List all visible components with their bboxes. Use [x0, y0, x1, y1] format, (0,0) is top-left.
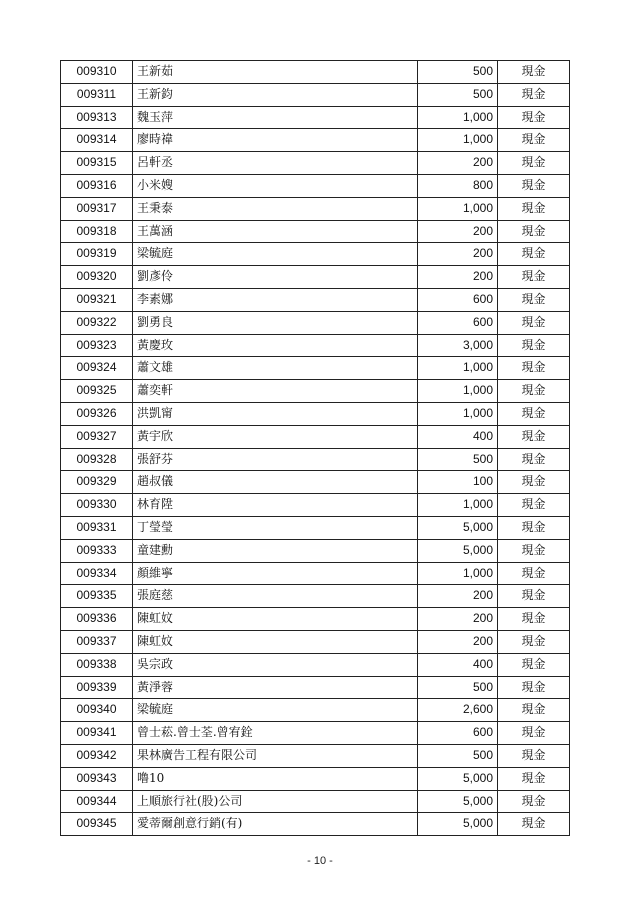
receipt-number-cell: 009325: [61, 380, 133, 403]
amount-cell: 1,000: [418, 197, 498, 220]
table-row: [61, 539, 570, 562]
payment-type-cell: 現金: [498, 767, 570, 790]
receipt-number-cell: 009313: [61, 106, 133, 129]
amount-cell: 500: [418, 744, 498, 767]
payment-type-cell: 現金: [498, 676, 570, 699]
donor-name-cell: 劉勇良: [133, 311, 418, 334]
receipt-number-cell: 009338: [61, 653, 133, 676]
donor-name-cell: 上順旅行社(股)公司: [133, 790, 418, 813]
payment-type-cell: 現金: [498, 790, 570, 813]
table-row: [61, 106, 570, 129]
payment-type-cell: 現金: [498, 539, 570, 562]
donor-name-cell: 林育陞: [133, 494, 418, 517]
donor-name-cell: 廖時禕: [133, 129, 418, 152]
donor-name-cell: 丁瑩瑩: [133, 516, 418, 539]
payment-type-cell: 現金: [498, 516, 570, 539]
payment-type-cell: 現金: [498, 288, 570, 311]
receipt-number-cell: 009345: [61, 813, 133, 836]
table-row: [61, 608, 570, 631]
donor-name-cell: 呂軒丞: [133, 152, 418, 175]
table-row: [61, 767, 570, 790]
table-row: [61, 653, 570, 676]
amount-cell: 1,000: [418, 357, 498, 380]
receipt-number-cell: 009320: [61, 266, 133, 289]
payment-type-cell: 現金: [498, 61, 570, 84]
payment-type-cell: 現金: [498, 220, 570, 243]
receipt-number-cell: 009324: [61, 357, 133, 380]
table-row: [61, 585, 570, 608]
table-row: [61, 699, 570, 722]
payment-type-cell: 現金: [498, 722, 570, 745]
table-row: [61, 630, 570, 653]
table-row: [61, 197, 570, 220]
amount-cell: 400: [418, 425, 498, 448]
donor-name-cell: 王萬涵: [133, 220, 418, 243]
donor-name-cell: 王新鈞: [133, 83, 418, 106]
donation-table-body: [61, 61, 570, 836]
receipt-number-cell: 009333: [61, 539, 133, 562]
amount-cell: 200: [418, 266, 498, 289]
receipt-number-cell: 009311: [61, 83, 133, 106]
payment-type-cell: 現金: [498, 813, 570, 836]
donor-name-cell: 黃淨蓉: [133, 676, 418, 699]
receipt-number-cell: 009335: [61, 585, 133, 608]
receipt-number-cell: 009330: [61, 494, 133, 517]
amount-cell: 200: [418, 243, 498, 266]
payment-type-cell: 現金: [498, 334, 570, 357]
donor-name-cell: 劉彥伶: [133, 266, 418, 289]
payment-type-cell: 現金: [498, 83, 570, 106]
amount-cell: 600: [418, 311, 498, 334]
table-row: [61, 174, 570, 197]
payment-type-cell: 現金: [498, 174, 570, 197]
payment-type-cell: 現金: [498, 562, 570, 585]
table-row: [61, 722, 570, 745]
donor-name-cell: 洪凱甯: [133, 402, 418, 425]
receipt-number-cell: 009310: [61, 61, 133, 84]
table-row: [61, 402, 570, 425]
donor-name-cell: 童建勳: [133, 539, 418, 562]
payment-type-cell: 現金: [498, 311, 570, 334]
amount-cell: 200: [418, 220, 498, 243]
payment-type-cell: 現金: [498, 197, 570, 220]
table-row: [61, 471, 570, 494]
amount-cell: 600: [418, 288, 498, 311]
donor-name-cell: 陳虹妏: [133, 608, 418, 631]
donor-name-cell: 梁毓庭: [133, 243, 418, 266]
receipt-number-cell: 009334: [61, 562, 133, 585]
payment-type-cell: 現金: [498, 494, 570, 517]
page-number: - 10 -: [307, 855, 333, 867]
amount-cell: 200: [418, 630, 498, 653]
amount-cell: 400: [418, 653, 498, 676]
table-row: [61, 357, 570, 380]
receipt-number-cell: 009343: [61, 767, 133, 790]
amount-cell: 800: [418, 174, 498, 197]
amount-cell: 200: [418, 152, 498, 175]
table-row: [61, 790, 570, 813]
payment-type-cell: 現金: [498, 243, 570, 266]
payment-type-cell: 現金: [498, 471, 570, 494]
table-row: [61, 288, 570, 311]
table-row: [61, 311, 570, 334]
receipt-number-cell: 009342: [61, 744, 133, 767]
donor-name-cell: 王新茹: [133, 61, 418, 84]
receipt-number-cell: 009316: [61, 174, 133, 197]
payment-type-cell: 現金: [498, 630, 570, 653]
donor-name-cell: 噜10: [133, 767, 418, 790]
receipt-number-cell: 009331: [61, 516, 133, 539]
payment-type-cell: 現金: [498, 448, 570, 471]
donor-name-cell: 顏維寧: [133, 562, 418, 585]
table-row: [61, 266, 570, 289]
amount-cell: 1,000: [418, 129, 498, 152]
donor-name-cell: 黃宇欣: [133, 425, 418, 448]
donor-name-cell: 李素娜: [133, 288, 418, 311]
payment-type-cell: 現金: [498, 402, 570, 425]
table-row: [61, 562, 570, 585]
amount-cell: 500: [418, 61, 498, 84]
receipt-number-cell: 009336: [61, 608, 133, 631]
payment-type-cell: 現金: [498, 380, 570, 403]
donor-name-cell: 愛蒂爾創意行銷(有): [133, 813, 418, 836]
donor-name-cell: 梁毓庭: [133, 699, 418, 722]
donor-name-cell: 果林廣告工程有限公司: [133, 744, 418, 767]
table-row: [61, 448, 570, 471]
table-row: [61, 744, 570, 767]
receipt-number-cell: 009314: [61, 129, 133, 152]
payment-type-cell: 現金: [498, 744, 570, 767]
receipt-number-cell: 009344: [61, 790, 133, 813]
receipt-number-cell: 009337: [61, 630, 133, 653]
table-row: [61, 220, 570, 243]
amount-cell: 5,000: [418, 516, 498, 539]
amount-cell: 1,000: [418, 494, 498, 517]
receipt-number-cell: 009341: [61, 722, 133, 745]
receipt-number-cell: 009319: [61, 243, 133, 266]
payment-type-cell: 現金: [498, 653, 570, 676]
payment-type-cell: 現金: [498, 152, 570, 175]
receipt-number-cell: 009317: [61, 197, 133, 220]
donor-name-cell: 蕭奕軒: [133, 380, 418, 403]
amount-cell: 200: [418, 585, 498, 608]
payment-type-cell: 現金: [498, 106, 570, 129]
receipt-number-cell: 009329: [61, 471, 133, 494]
receipt-number-cell: 009339: [61, 676, 133, 699]
donor-name-cell: 吳宗政: [133, 653, 418, 676]
donation-table: [60, 60, 570, 836]
receipt-number-cell: 009318: [61, 220, 133, 243]
donor-name-cell: 陳虹妏: [133, 630, 418, 653]
amount-cell: 200: [418, 608, 498, 631]
payment-type-cell: 現金: [498, 585, 570, 608]
amount-cell: 1,000: [418, 562, 498, 585]
amount-cell: 1,000: [418, 402, 498, 425]
donor-name-cell: 蕭文雄: [133, 357, 418, 380]
amount-cell: 500: [418, 676, 498, 699]
amount-cell: 5,000: [418, 790, 498, 813]
receipt-number-cell: 009328: [61, 448, 133, 471]
donor-name-cell: 小米嫂: [133, 174, 418, 197]
table-row: [61, 494, 570, 517]
donor-name-cell: 王秉泰: [133, 197, 418, 220]
table-row: [61, 83, 570, 106]
table-row: [61, 129, 570, 152]
donor-name-cell: 曾士菘.曾士荃.曾宥銓: [133, 722, 418, 745]
amount-cell: 500: [418, 448, 498, 471]
table-row: [61, 243, 570, 266]
amount-cell: 500: [418, 83, 498, 106]
receipt-number-cell: 009326: [61, 402, 133, 425]
receipt-number-cell: 009323: [61, 334, 133, 357]
receipt-number-cell: 009315: [61, 152, 133, 175]
payment-type-cell: 現金: [498, 608, 570, 631]
amount-cell: 2,600: [418, 699, 498, 722]
donor-name-cell: 張舒芬: [133, 448, 418, 471]
donor-name-cell: 張庭慈: [133, 585, 418, 608]
table-row: [61, 516, 570, 539]
amount-cell: 3,000: [418, 334, 498, 357]
payment-type-cell: 現金: [498, 425, 570, 448]
amount-cell: 1,000: [418, 380, 498, 403]
donor-name-cell: 趙叔儀: [133, 471, 418, 494]
amount-cell: 1,000: [418, 106, 498, 129]
table-row: [61, 152, 570, 175]
amount-cell: 5,000: [418, 767, 498, 790]
table-row: [61, 813, 570, 836]
payment-type-cell: 現金: [498, 357, 570, 380]
table-row: [61, 425, 570, 448]
table-row: [61, 334, 570, 357]
table-row: [61, 61, 570, 84]
receipt-number-cell: 009322: [61, 311, 133, 334]
amount-cell: 100: [418, 471, 498, 494]
payment-type-cell: 現金: [498, 266, 570, 289]
payment-type-cell: 現金: [498, 129, 570, 152]
receipt-number-cell: 009321: [61, 288, 133, 311]
amount-cell: 5,000: [418, 539, 498, 562]
receipt-number-cell: 009327: [61, 425, 133, 448]
payment-type-cell: 現金: [498, 699, 570, 722]
receipt-number-cell: 009340: [61, 699, 133, 722]
table-row: [61, 676, 570, 699]
donor-name-cell: 黃慶玫: [133, 334, 418, 357]
donor-name-cell: 魏玉萍: [133, 106, 418, 129]
amount-cell: 600: [418, 722, 498, 745]
amount-cell: 5,000: [418, 813, 498, 836]
table-row: [61, 380, 570, 403]
